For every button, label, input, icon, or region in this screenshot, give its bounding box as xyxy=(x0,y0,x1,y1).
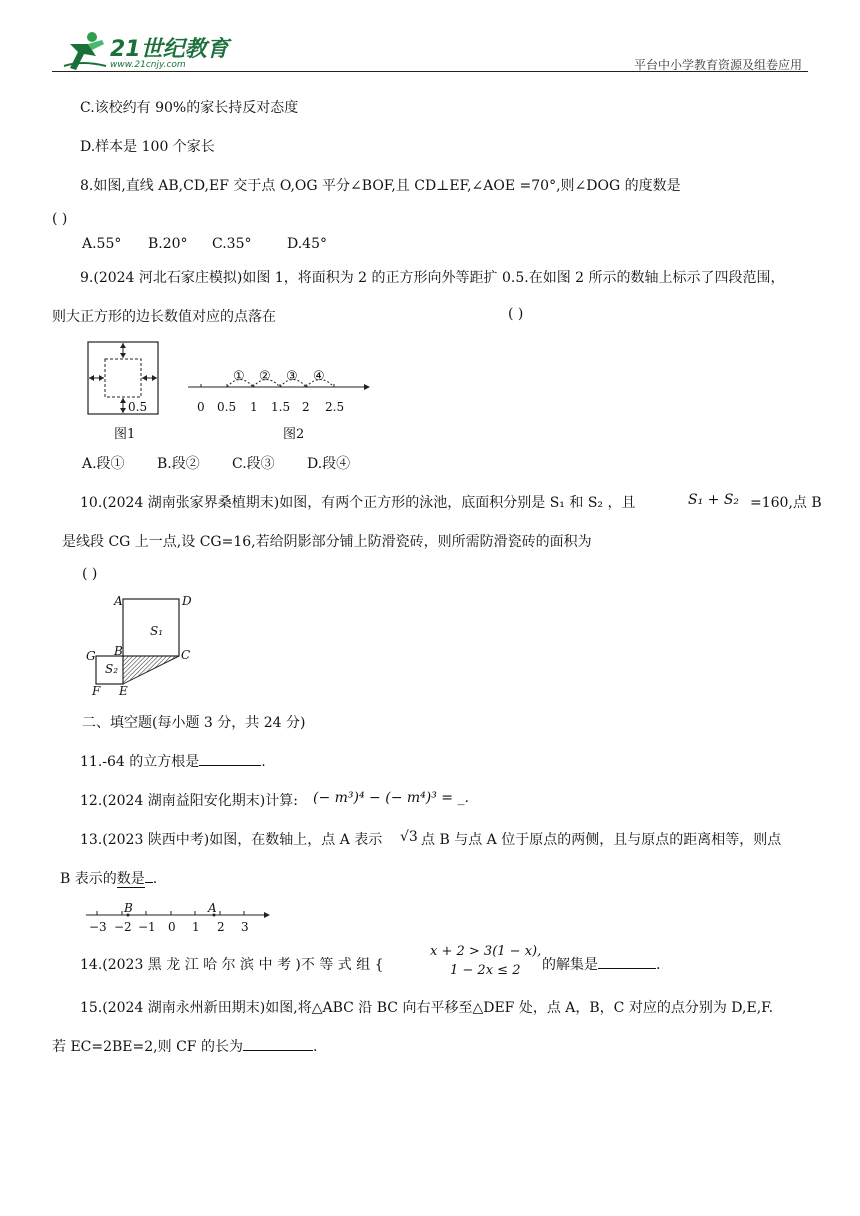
section-fill-in-title: 二、填空题(每小题 3 分，共 24 分) xyxy=(82,715,306,731)
q8-option-b: B.20° xyxy=(148,236,188,252)
q15-text: 若 EC=2BE=2,则 CF 的长为 xyxy=(52,1039,243,1055)
q9-tick-1: 1 xyxy=(250,400,258,414)
q9-tick-0: 0 xyxy=(197,400,205,414)
q14-tail-text: 的解集是 xyxy=(542,957,598,973)
q15-answer-blank[interactable] xyxy=(243,1036,313,1051)
q15-stem-line2 xyxy=(52,1036,317,1056)
q13-end: . xyxy=(152,871,158,887)
q9-tick-2-5: 2.5 xyxy=(325,400,345,414)
q14-stem: 14.(2023 黑 龙 江 哈 尔 滨 中 考 )不 等 式 组 { xyxy=(80,957,384,973)
q9-tick-0-5: 0.5 xyxy=(217,400,237,414)
q10-label-c: C xyxy=(181,648,191,662)
q9-option-c: C.段③ xyxy=(232,456,275,472)
q13-answer-underline[interactable]: 数是 xyxy=(116,871,145,887)
q9-segment-4: ④ xyxy=(313,369,325,384)
q13-tick-neg1: −1 xyxy=(138,920,156,934)
q10-stem-line1: 10.(2024 湖南张家界桑植期末)如图，有两个正方形的泳池，底面积分别是 S₁ 和 S₂ ，且 xyxy=(80,495,636,511)
q9-segment-2: ② xyxy=(259,369,271,384)
q13-numberline xyxy=(84,906,274,920)
q13-tick-1: 1 xyxy=(192,920,200,934)
q12-formula: (− m³)⁴ − (− m⁴)³ = _. xyxy=(313,790,469,806)
q14-end: . xyxy=(656,957,661,973)
q10-label-s1: S₁ xyxy=(150,624,164,638)
q15-end: . xyxy=(312,1039,318,1055)
q13-stem2-text: B 表示的 xyxy=(60,871,117,887)
q9-figure2-numberline xyxy=(184,362,374,392)
q8-paren: ( ) xyxy=(52,211,68,227)
q13-stem-line1: 13.(2023 陕西中考)如图，在数轴上，点 A 表示 xyxy=(80,832,383,848)
q10-label-b: B xyxy=(114,644,123,658)
q10-label-f: F xyxy=(92,684,101,698)
q14-answer-blank[interactable] xyxy=(598,954,656,969)
q11-end: . xyxy=(261,754,266,770)
platform-label: 平台中小学教育资源及组卷应用 xyxy=(633,58,802,72)
q11-stem xyxy=(80,751,266,771)
q8-stem: 8.如图,直线 AB,CD,EF 交于点 O,OG 平分∠BOF,且 CD⊥EF,∠AOE =70°,则∠DOG 的度数是 xyxy=(80,178,681,194)
q13-stem-line2 xyxy=(60,868,157,888)
q9-fig2-caption: 图2 xyxy=(283,427,305,442)
q9-stem-line1: 9.(2024 河北石家庄模拟)如图 1，将面积为 2 的正方形向外等距扩 0.5.在如图 2 所示的数轴上标示了四段范围， xyxy=(80,270,785,286)
q8-option-d: D.45° xyxy=(287,236,327,252)
header-divider xyxy=(52,71,808,72)
q14-inequality-2: 1 − 2x ≤ 2 xyxy=(450,963,521,978)
q13-sqrt: √3 xyxy=(400,829,418,845)
q11-text: 11.-64 的立方根是 xyxy=(80,754,200,770)
q13-tick-0: 0 xyxy=(168,920,176,934)
q10-label-d: D xyxy=(182,594,192,608)
q9-tick-2: 2 xyxy=(302,400,310,414)
q9-segment-3: ③ xyxy=(286,369,298,384)
q13-point-b-label: B xyxy=(124,901,133,915)
q11-answer-blank[interactable] xyxy=(199,751,261,766)
logo-url: www.21cnjy.com xyxy=(110,60,186,70)
q13-tick-neg3: −3 xyxy=(89,920,107,934)
q7-option-c: C.该校约有 90%的家长持反对态度 xyxy=(80,100,299,116)
q7-option-d: D.样本是 100 个家长 xyxy=(80,139,215,155)
q9-tick-1-5: 1.5 xyxy=(271,400,291,414)
runner-icon xyxy=(62,30,108,72)
logo-text: 21世纪教育 xyxy=(110,37,229,62)
q13-blank-tail xyxy=(145,868,153,883)
q8-option-c: C.35° xyxy=(212,236,252,252)
q9-option-a: A.段① xyxy=(82,456,125,472)
q9-stem-line2: 则大正方形的边长数值对应的点落在 xyxy=(52,309,276,325)
q13-point-a-label: A xyxy=(208,901,217,915)
q10-formula: S₁ + S₂ xyxy=(688,492,740,508)
q10-stem-line2: 是线段 CG 上一点,设 CG=16,若给阴影部分铺上防滑瓷砖，则所需防滑瓷砖的面积为 xyxy=(62,534,592,550)
q15-stem-line1: 15.(2024 湖南永州新田期末)如图,将△ABC 沿 BC 向右平移至△DEF 处，点 A，B，C 对应的点分别为 D,E,F. xyxy=(80,1000,774,1016)
q10-stem-line1-end: =160,点 B xyxy=(750,495,822,511)
q9-option-d: D.段④ xyxy=(307,456,351,472)
q10-label-a: A xyxy=(114,594,123,608)
q14-inequality-1: x + 2 > 3(1 − x), xyxy=(430,944,542,959)
q10-label-s2: S₂ xyxy=(105,662,119,676)
q13-tick-neg2: −2 xyxy=(114,920,132,934)
site-logo xyxy=(62,30,227,74)
q14-tail xyxy=(542,954,660,974)
q13-stem-line1-end: 点 B 与点 A 位于原点的两侧，且与原点的距离相等，则点 xyxy=(421,832,782,848)
q12-stem: 12.(2024 湖南益阳安化期末)计算: xyxy=(80,793,298,809)
q8-option-a: A.55° xyxy=(82,236,122,252)
q9-paren: ( ) xyxy=(508,306,524,322)
q9-segment-1: ① xyxy=(233,369,245,384)
q10-label-e: E xyxy=(119,684,128,698)
q10-paren: ( ) xyxy=(82,566,98,582)
q13-tick-3: 3 xyxy=(241,920,249,934)
q10-label-g: G xyxy=(86,649,96,663)
q9-option-b: B.段② xyxy=(157,456,200,472)
q9-fig1-value: 0.5 xyxy=(128,400,148,414)
q9-fig1-caption: 图1 xyxy=(114,427,136,442)
q13-tick-2: 2 xyxy=(217,920,225,934)
